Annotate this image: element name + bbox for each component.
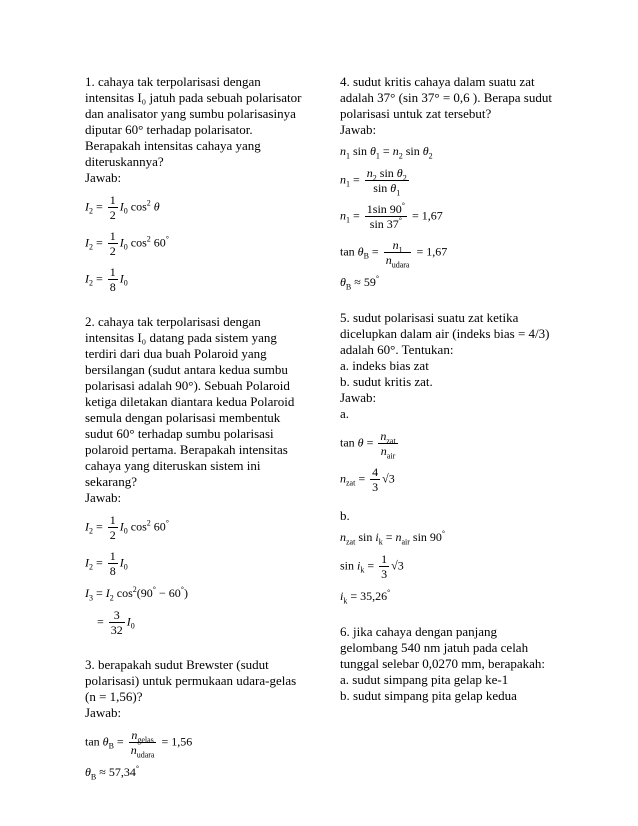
problem-5-text: 5. sudut polarisasi suatu zat ketika dicelupkan dalam air (indeks bias = 4/3) adalah 60°. Tentukan: xyxy=(340,310,550,357)
equation: $n_{zat}$ = $\frac{4}{3}$ √3 xyxy=(340,465,395,494)
equation: $I_2$ = $\frac{1}{2}$ $I_0$ $\cos^2 60^\circ$ xyxy=(85,513,169,542)
problem-2 xyxy=(85,314,303,637)
equation: = $\frac{3}{32}$ $I_0$ xyxy=(97,608,135,637)
equation: $I_2$ = $\frac{1}{8}$ $I_0$ xyxy=(85,265,128,294)
problem-4-text: 4. sudut kritis cahaya dalam suatu zat adalah 37° (sin 37° = 0,6 ). Berapa sudut polarisasi untuk zat tersebut? xyxy=(340,74,552,121)
problem-4-jawab: Jawab: xyxy=(340,122,377,137)
problem-5-jawab: Jawab: xyxy=(340,390,377,405)
equation: $I_2$ = $\frac{1}{8}$ $I_0$ xyxy=(85,549,128,578)
problem-6 xyxy=(340,624,558,704)
equation: $\theta_B \approx 57,34^\circ$ xyxy=(85,764,140,782)
right-column xyxy=(340,74,558,704)
equation: $\tan \theta_B$ = $\frac{n_{gelas}}{n_{udara}}$ = 1,56 xyxy=(85,728,193,760)
equation: $n_{zat}$ $\sin i_k = n_{air}$ sin 90° xyxy=(340,529,446,547)
problem-6-item-a: a. sudut simpang pita gelap ke-1 xyxy=(340,672,509,687)
equation: $I_3 = I_2$ $\cos^2(90^\circ - 60^\circ)$ xyxy=(85,585,188,603)
equation: $I_2$ = $\frac{1}{2}$ $I_0$ $\cos^2 \theta$ xyxy=(85,193,160,222)
left-column xyxy=(85,74,303,785)
equation: $\tan \theta_B$ = $\frac{n_1}{n_{udara}}$ = 1,67 xyxy=(340,238,448,270)
equation: $I_2$ = $\frac{1}{2}$ $I_0$ $\cos^2 60^\circ$ xyxy=(85,229,169,258)
problem-2-jawab: Jawab: xyxy=(85,490,122,505)
problem-5-item-b: b. sudut kritis zat. xyxy=(340,374,433,389)
problem-3 xyxy=(85,657,303,780)
equation: $n_1$ = $\frac{1\sin 90^\circ}{\sin 37^\circ}$ = 1,67 xyxy=(340,201,443,231)
equation: tan θ = $\frac{n_{zat}}{n_{air}}$ xyxy=(340,429,396,461)
problem-1-text: 1. cahaya tak terpolarisasi dengan intensitas I₀ jatuh pada sebuah polarisator dan analisator yang sumbu polarisasinya diputar 60° terhadap polarisator. Berapakah intensitas cahaya yang diteruskannya? xyxy=(85,74,302,169)
equation: $\sin i_k$ = $\frac{1}{3}$ √3 xyxy=(340,552,404,581)
equation: $\theta_B \approx 59^\circ$ xyxy=(340,274,380,292)
answer-a-label: a. xyxy=(340,406,350,421)
equation: $i_k = 35,26^\circ$ xyxy=(340,588,391,606)
equation: $n_1$ $\sin \theta_1 = n_2$ $\sin \theta_2$ xyxy=(340,144,433,161)
problem-1-jawab: Jawab: xyxy=(85,170,122,185)
problem-5-item-a: a. indeks bias zat xyxy=(340,358,429,373)
problem-5 xyxy=(340,310,558,604)
problem-4 xyxy=(340,74,558,290)
problem-6-item-b: b. sudut simpang pita gelap kedua xyxy=(340,688,517,703)
problem-3-text: 3. berapakah sudut Brewster (sudut polarisasi) untuk permukaan udara-gelas (n = 1,56)? xyxy=(85,657,297,704)
answer-b-label: b. xyxy=(340,508,350,523)
problem-2-text: 2. cahaya tak terpolarisasi dengan intensitas I₀ datang pada sistem yang terdiri dari dua buah Polaroid yang bersilangan (sudut antara kedua sumbu polarisasi adalah 90°). Sebuah Polaroid ketiga diletakan diantara kedua Polaroid semula dengan polarisasi membentuk sudut 60° terhadap sumbu polarisasi polaroid pertama. Berapakah intensitas cahaya yang diteruskan sistem ini sekarang? xyxy=(85,314,295,489)
problem-6-text: 6. jika cahaya dengan panjang gelombang 540 nm jatuh pada celah tunggal selebar 0,0270 mm, berapakah: xyxy=(340,624,546,671)
problem-3-jawab: Jawab: xyxy=(85,705,122,720)
problem-1 xyxy=(85,74,303,294)
equation: $n_1$ = $\frac{n_2 \sin \theta_2}{\sin \theta_1}$ xyxy=(340,166,407,198)
